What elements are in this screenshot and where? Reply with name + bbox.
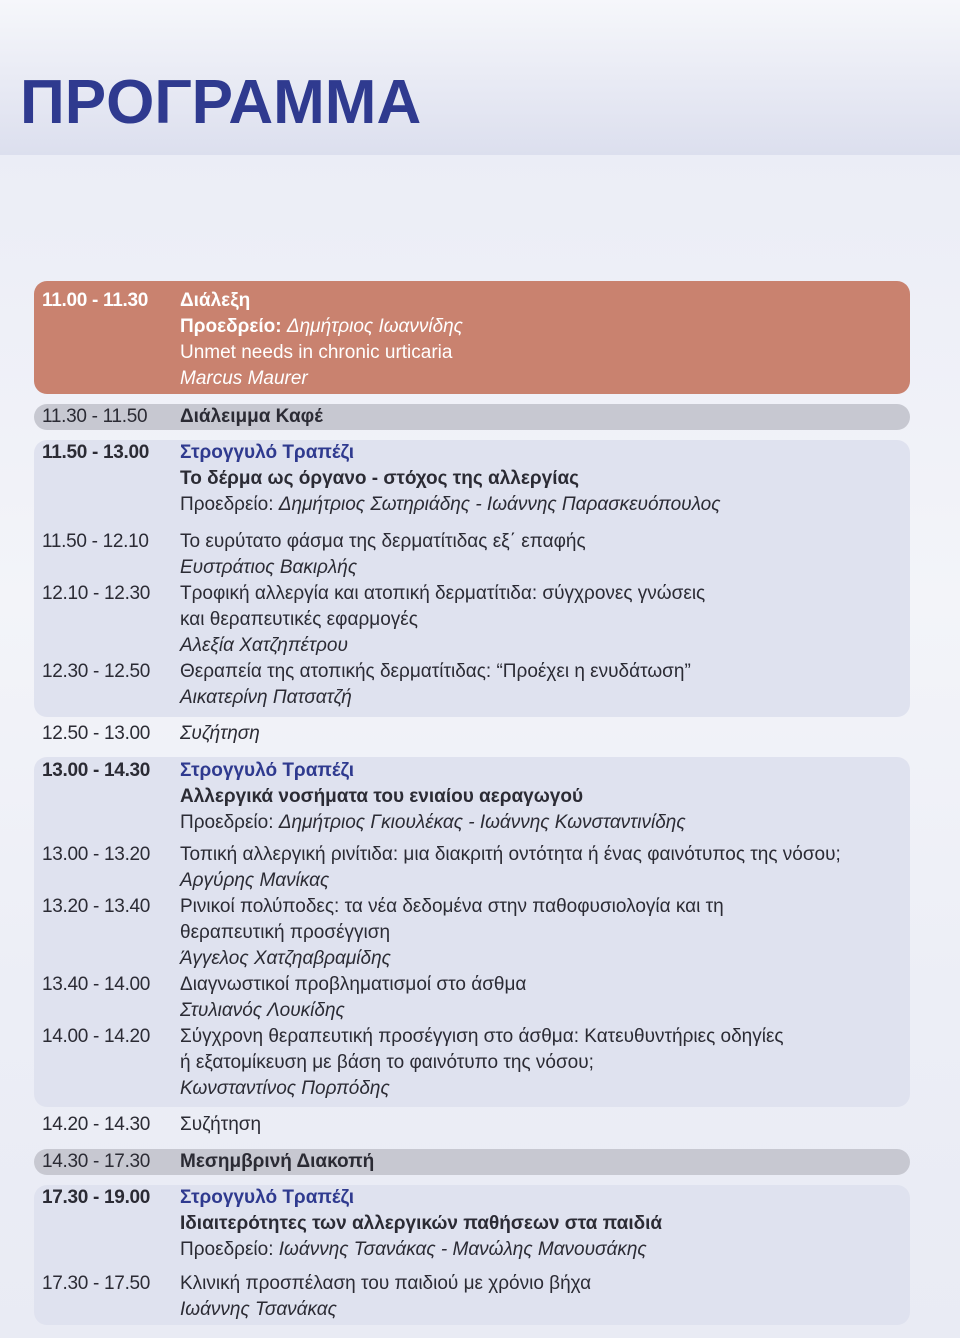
rt1-talk2-title-line2: και θεραπευτικές εφαρμογές	[180, 609, 418, 630]
rt1-discussion-label: Συζήτηση	[180, 723, 260, 744]
page-title: ΠΡΟΓΡΑΜΜΑ	[20, 68, 422, 137]
chair-label: Προεδρείο:	[180, 812, 274, 833]
rt2-type: Στρογγυλό Τραπέζι	[180, 760, 355, 781]
chair-label: Προεδρείο:	[180, 1239, 274, 1260]
rt2-discussion-label: Συζήτηση	[180, 1114, 262, 1135]
rt2-talk2-title-line1: Ρινικοί πολύποδες: τα νέα δεδομένα στην παθοφυσιολογία και τη	[180, 896, 724, 917]
break1-time: 11.30 - 11.50	[42, 406, 148, 427]
rt3-talk1-time: 17.30 - 17.50	[42, 1273, 151, 1294]
chair-label: Προεδρείο:	[180, 316, 282, 337]
rt3-type: Στρογγυλό Τραπέζι	[180, 1187, 355, 1208]
rt2-discussion-time: 14.20 - 14.30	[42, 1114, 151, 1135]
lecture-time: 11.00 - 11.30	[42, 290, 148, 311]
rt1-talk2-speaker: Αλεξία Χατζηπέτρου	[180, 635, 348, 656]
rt1-talk1-title: Το ευρύτατο φάσμα της δερματίτιδας εξ΄ επαφής	[180, 531, 586, 552]
rt2-talk2-speaker: Άγγελος Χατζηαβραμίδης	[180, 948, 391, 969]
rt2-talk4-title-line1: Σύγχρονη θεραπευτική προσέγγιση στο άσθμα: Κατευθυντήριες οδηγίες	[180, 1026, 784, 1047]
rt2-talk1-title: Τοπική αλλεργική ρινίτιδα: μια διακριτή οντότητα ή ένας φαινότυπος της νόσου;	[180, 844, 841, 865]
rt1-type: Στρογγυλό Τραπέζι	[180, 442, 355, 463]
rt2-talk3-time: 13.40 - 14.00	[42, 974, 151, 995]
rt2-chair	[180, 810, 686, 836]
rt2-title: Αλλεργικά νοσήματα του ενιαίου αεραγωγού	[180, 786, 584, 807]
rt2-talk2-time: 13.20 - 13.40	[42, 896, 151, 917]
rt1-talk3-speaker: Αικατερίνη Πατσατζή	[180, 687, 352, 708]
chair-names: Ιωάννης Τσανάκας - Μανώλης Μανουσάκης	[278, 1239, 647, 1260]
rt2-talk3-title: Διαγνωστικοί προβληματισμοί στο άσθμα	[180, 974, 527, 995]
rt1-talk3-time: 12.30 - 12.50	[42, 661, 151, 682]
break1-label: Διάλειμμα Καφέ	[180, 406, 323, 427]
rt1-talk1-speaker: Ευστράτιος Βακιρλής	[180, 557, 358, 578]
rt2-talk4-time: 14.00 - 14.20	[42, 1026, 151, 1047]
break2-time: 14.30 - 17.30	[42, 1151, 151, 1172]
rt3-talk1-speaker: Ιωάννης Τσανάκας	[180, 1299, 337, 1320]
rt2-talk4-speaker: Κωνσταντίνος Πορπόδης	[180, 1078, 390, 1099]
rt1-talk2-time: 12.10 - 12.30	[42, 583, 151, 604]
rt1-talk3-title: Θεραπεία της ατοπικής δερματίτιδας: “Προέχει η ενυδάτωση”	[180, 661, 691, 682]
rt1-talk2-title-line1: Τροφική αλλεργία και ατοπική δερματίτιδα: σύγχρονες γνώσεις	[180, 583, 706, 604]
rt2-talk1-speaker: Αργύρης Μανίκας	[180, 870, 330, 891]
lecture-type: Διάλεξη	[180, 290, 251, 311]
chair-names: Δημήτριος Γκιουλέκας - Ιωάννης Κωνσταντινίδης	[278, 812, 686, 833]
rt1-discussion-time: 12.50 - 13.00	[42, 723, 151, 744]
break2-label: Μεσημβρινή Διακοπή	[180, 1151, 375, 1172]
chair-names: Δημήτριος Σωτηριάδης - Ιωάννης Παρασκευόπουλος	[278, 494, 721, 515]
lecture-topic: Unmet needs in chronic urticaria	[180, 342, 453, 363]
rt3-talk1-title: Κλινική προσπέλαση του παιδιού με χρόνιο βήχα	[180, 1273, 592, 1294]
rt3-chair	[180, 1237, 647, 1263]
rt2-talk1-time: 13.00 - 13.20	[42, 844, 151, 865]
rt2-time: 13.00 - 14.30	[42, 760, 151, 781]
lecture-chair	[180, 314, 463, 340]
rt1-title: Το δέρμα ως όργανο - στόχος της αλλεργίας	[180, 468, 580, 489]
rt2-talk4-title-line2: ή εξατομίκευση με βάση το φαινότυπο της νόσου;	[180, 1052, 594, 1073]
rt2-talk3-speaker: Στυλιανός Λουκίδης	[180, 1000, 345, 1021]
rt2-talk2-title-line2: θεραπευτική προσέγγιση	[180, 922, 391, 943]
chair-label: Προεδρείο:	[180, 494, 274, 515]
rt3-time: 17.30 - 19.00	[42, 1187, 151, 1208]
rt1-chair	[180, 492, 721, 518]
chair-name: Δημήτριος Ιωαννίδης	[286, 316, 463, 337]
lecture-speaker: Marcus Maurer	[180, 368, 308, 389]
rt1-talk1-time: 11.50 - 12.10	[42, 531, 149, 552]
rt1-time: 11.50 - 13.00	[42, 442, 150, 463]
rt3-title: Ιδιαιτερότητες των αλλεργικών παθήσεων στα παιδιά	[180, 1213, 663, 1234]
